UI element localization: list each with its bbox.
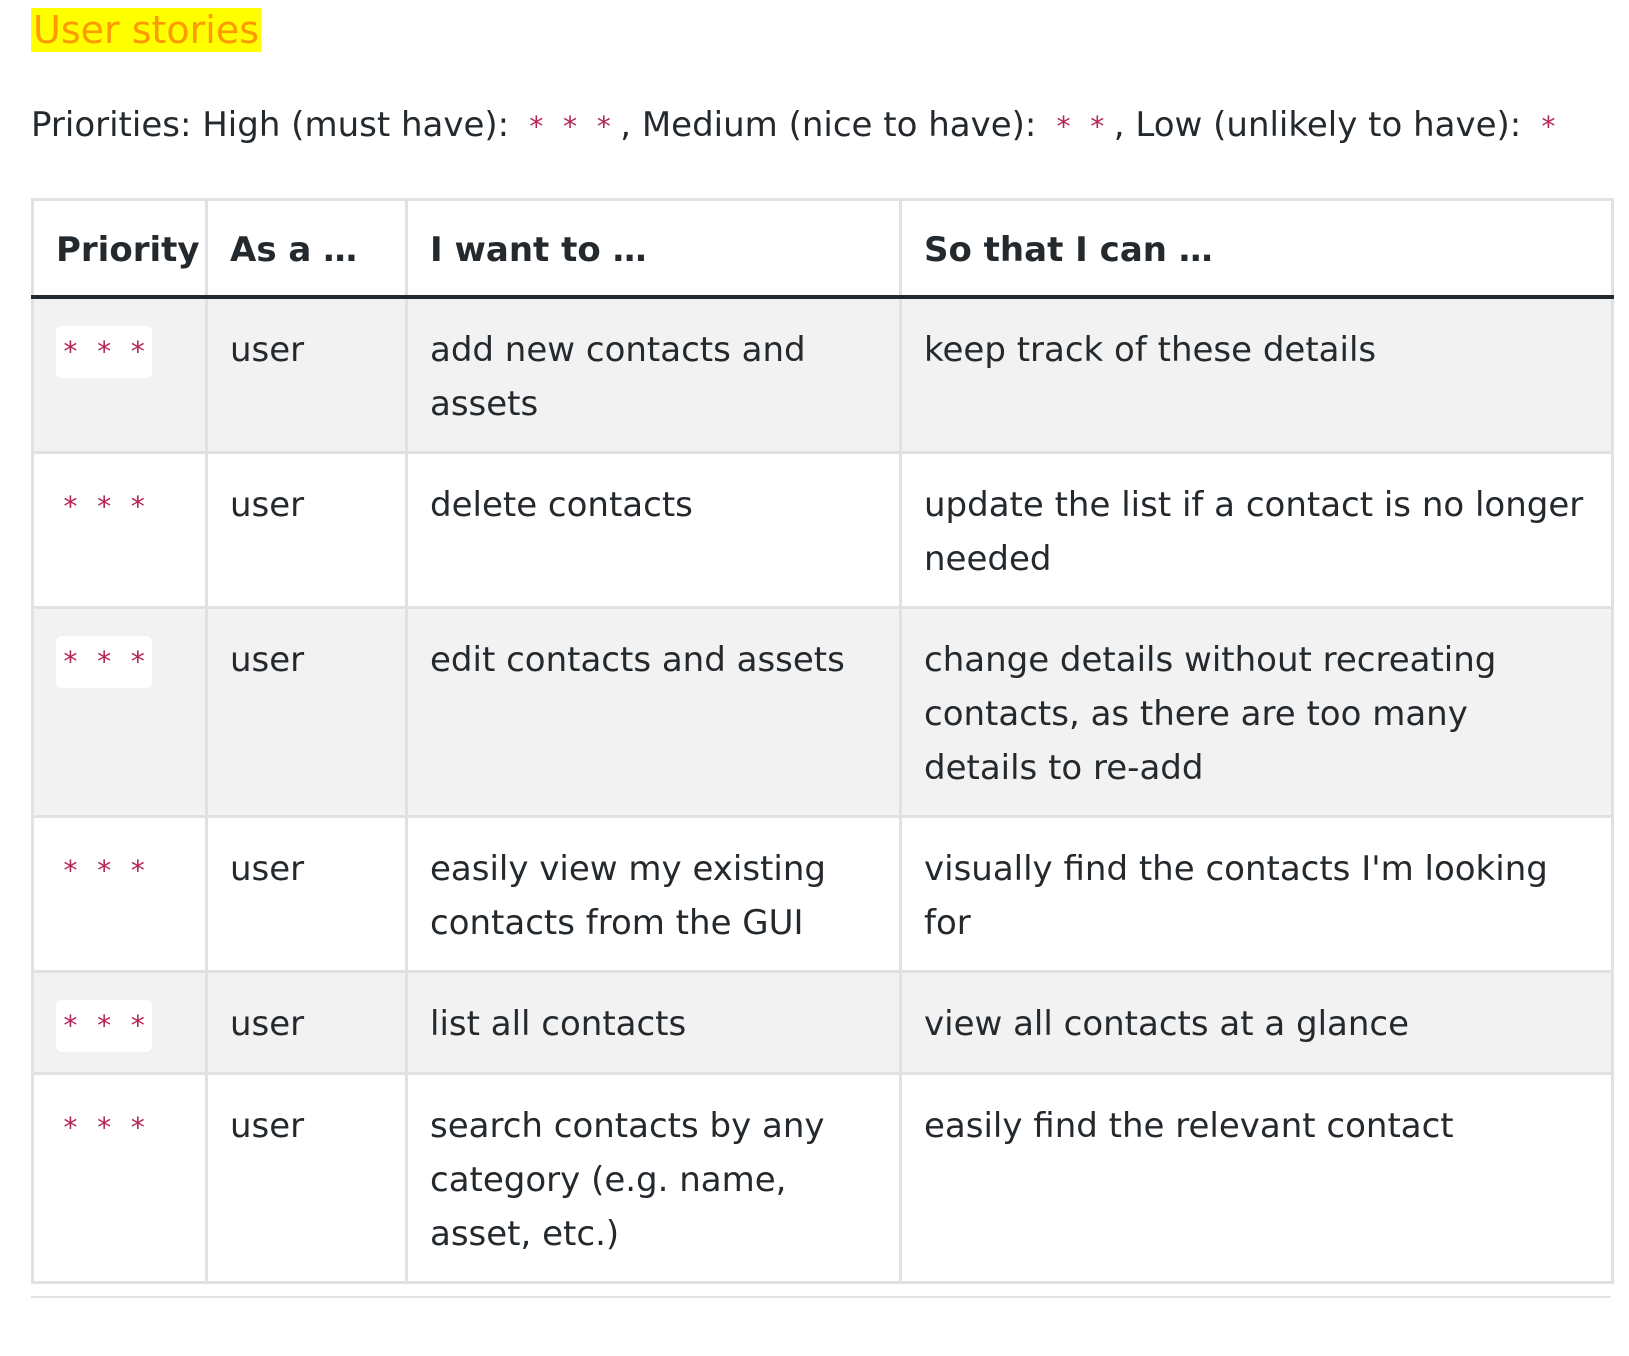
priority-stars: * * * bbox=[56, 326, 152, 378]
benefit-cell: keep track of these details bbox=[901, 297, 1613, 453]
table-row bbox=[33, 817, 1613, 972]
want-cell: add new contacts and assets bbox=[407, 297, 901, 453]
user-stories-table bbox=[31, 198, 1614, 1284]
benefit-cell: update the list if a contact is no longer needed bbox=[901, 453, 1613, 608]
priority-cell bbox=[33, 608, 207, 817]
header-priority: Priority bbox=[33, 200, 207, 298]
benefit-cell: easily find the relevant contact bbox=[901, 1074, 1613, 1283]
role-cell: user bbox=[207, 817, 407, 972]
want-cell: edit contacts and assets bbox=[407, 608, 901, 817]
role-cell: user bbox=[207, 297, 407, 453]
benefit-cell: visually find the contacts I'm looking for bbox=[901, 817, 1613, 972]
benefit-cell: view all contacts at a glance bbox=[901, 972, 1613, 1074]
role-cell: user bbox=[207, 1074, 407, 1283]
table-row bbox=[33, 972, 1613, 1074]
table-header-row bbox=[33, 200, 1613, 298]
priorities-low-text: , Low (unlikely to have): bbox=[1113, 105, 1533, 145]
priority-low-code: * bbox=[1540, 110, 1557, 143]
header-i-want-to: I want to … bbox=[407, 200, 901, 298]
priority-cell bbox=[33, 453, 207, 608]
role-cell: user bbox=[207, 453, 407, 608]
table-row bbox=[33, 297, 1613, 453]
priority-stars: * * * bbox=[62, 490, 147, 523]
table-row bbox=[33, 1074, 1613, 1283]
priority-stars: * * * bbox=[62, 1111, 147, 1144]
priority-cell bbox=[33, 297, 207, 453]
header-as-a: As a … bbox=[207, 200, 407, 298]
priorities-medium-text: , Medium (nice to have): bbox=[620, 105, 1048, 145]
horizontal-divider bbox=[31, 1296, 1611, 1298]
table-row bbox=[33, 608, 1613, 817]
priority-cell bbox=[33, 1074, 207, 1283]
want-cell: delete contacts bbox=[407, 453, 901, 608]
table-row bbox=[33, 453, 1613, 608]
priority-medium-code: * * bbox=[1055, 110, 1106, 143]
priority-stars: * * * bbox=[56, 636, 152, 688]
priority-cell bbox=[33, 817, 207, 972]
benefit-cell: change details without recreating contacts, as there are too many details to re-add bbox=[901, 608, 1613, 817]
priority-stars: * * * bbox=[62, 854, 147, 887]
header-so-that-i-can: So that I can … bbox=[901, 200, 1613, 298]
want-cell: easily view my existing contacts from the GUI bbox=[407, 817, 901, 972]
want-cell: list all contacts bbox=[407, 972, 901, 1074]
role-cell: user bbox=[207, 972, 407, 1074]
priorities-legend bbox=[31, 102, 1611, 150]
role-cell: user bbox=[207, 608, 407, 817]
want-cell: search contacts by any category (e.g. name, asset, etc.) bbox=[407, 1074, 901, 1283]
priority-stars: * * * bbox=[56, 1000, 152, 1052]
priority-high-code: * * * bbox=[527, 110, 613, 143]
section-heading: User stories bbox=[33, 8, 259, 52]
priorities-prefix: Priorities: High (must have): bbox=[31, 105, 520, 145]
priority-cell bbox=[33, 972, 207, 1074]
